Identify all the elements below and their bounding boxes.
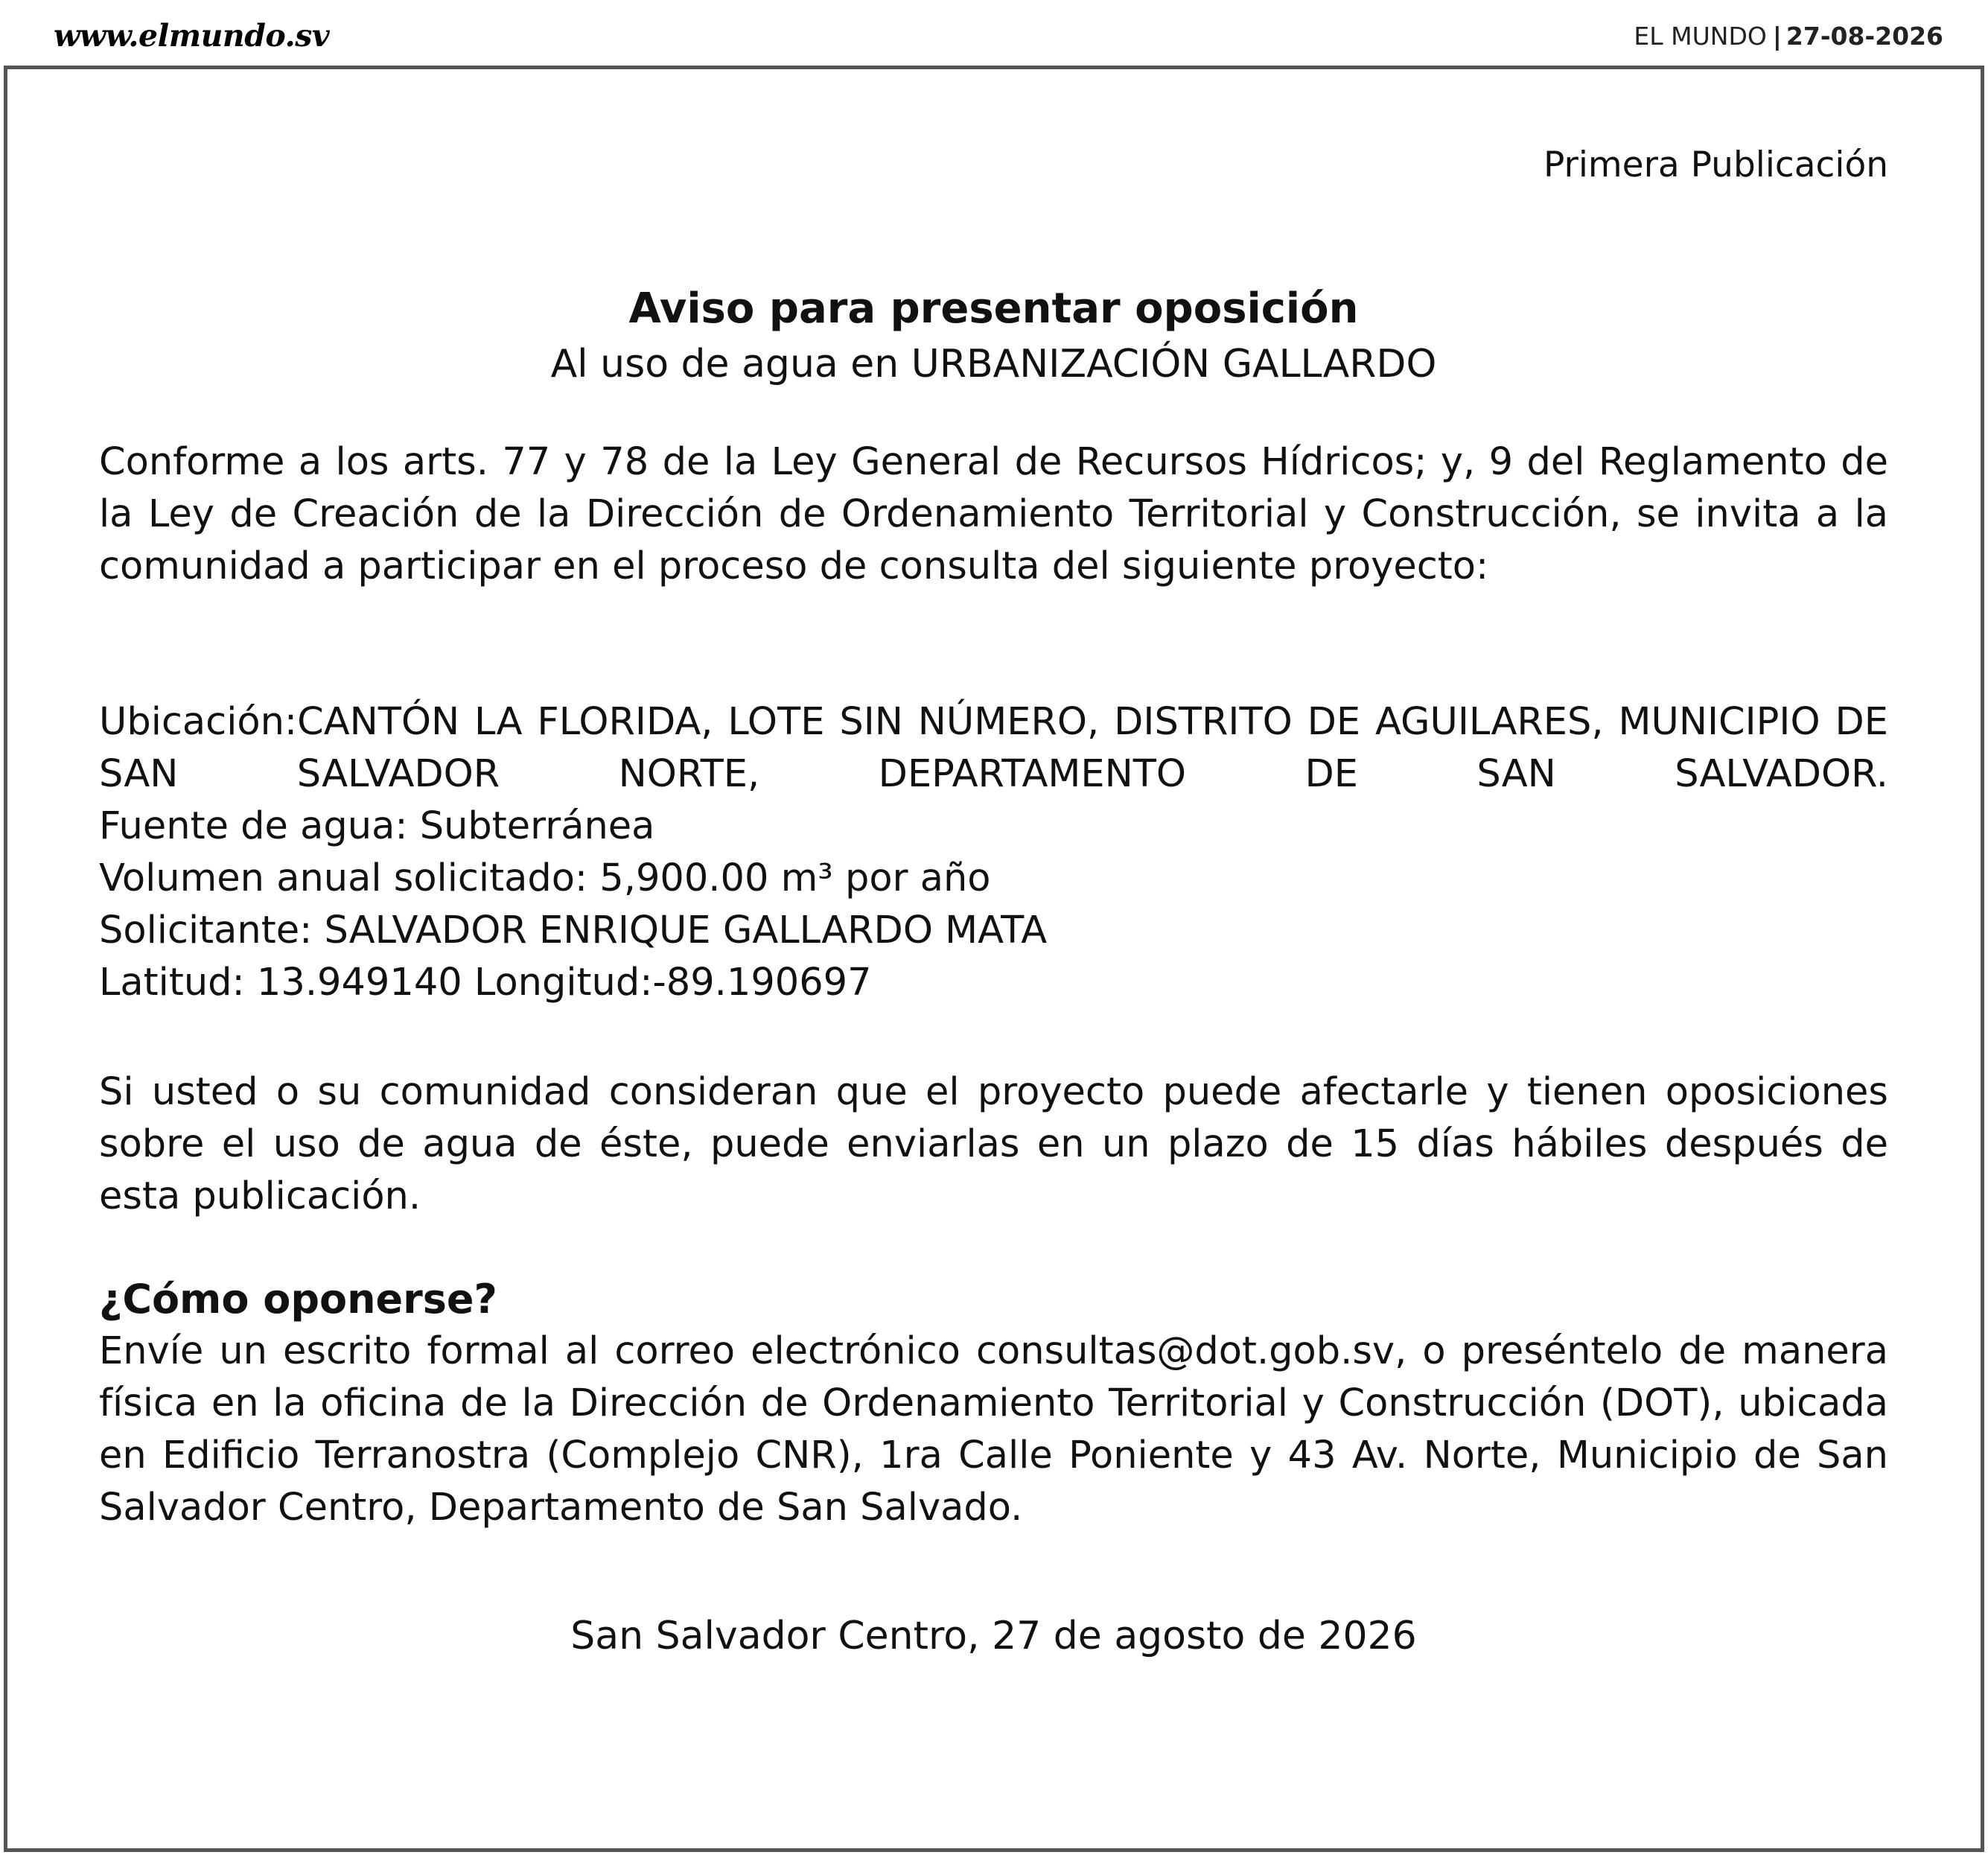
howto-heading: ¿Cómo oponerse? <box>99 1276 497 1323</box>
closing-place-date: San Salvador Centro, 27 de agosto de 2026 <box>570 1614 1417 1658</box>
intro-paragraph: Conforme a los arts. 77 y 78 de la Ley General de Recursos Hídricos; y, 9 del Reglamento de la Ley de Creación de la Dirección de Ordenamiento Territorial y Construcción, se invita a la comunidad a participar en el proceso de consulta del siguiente proyecto: <box>99 440 1888 588</box>
title-block <box>99 281 1888 392</box>
paper-name: EL MUNDO <box>1634 22 1767 51</box>
paper-date: 27-08-2026 <box>1785 22 1943 51</box>
separator: | <box>1772 22 1782 51</box>
publication-tag: Primera Publicación <box>1543 144 1888 185</box>
howto-paragraph: Envíe un escrito formal al correo electrónico consultas@dot.gob.sv, o preséntelo de manera física en la oficina de la Dirección de Ordenamiento Territorial y Construcción (DOT), ubicada en Edificio Terranostra (Complejo CNR), 1ra Calle Poniente y 43 Av. Norte, Municipio de San Salvador Centro, Departamento de San Salvado. <box>99 1329 1888 1530</box>
project-water-source: Fuente de agua: Subterránea <box>99 804 655 848</box>
project-details <box>99 696 1888 1009</box>
paper-info <box>1634 18 1943 55</box>
notice-title: Aviso para presentar oposición <box>628 284 1359 333</box>
masthead <box>0 0 1988 64</box>
project-annual-volume: Volumen anual solicitado: 5,900.00 m³ por año <box>99 856 991 900</box>
howto-section <box>99 1273 1888 1534</box>
project-location: Ubicación:CANTÓN LA FLORIDA, LOTE SIN NÚMERO, DISTRITO DE AGUILARES, MUNICIPIO DE SAN SALVADOR NORTE, DEPARTAMENTO DE SAN SALVADOR. <box>99 700 1888 796</box>
opposition-paragraph: Si usted o su comunidad consideran que el proyecto puede afectarle y tienen oposiciones sobre el uso de agua de éste, puede enviarlas en un plazo de 15 días hábiles después de esta publicación. <box>99 1070 1888 1218</box>
site-url[interactable]: www.elmundo.sv <box>54 18 330 54</box>
project-coordinates: Latitud: 13.949140 Longitud:-89.190697 <box>99 961 872 1005</box>
project-applicant: Solicitante: SALVADOR ENRIQUE GALLARDO MATA <box>99 909 1048 952</box>
notice-subtitle: Al uso de agua en URBANIZACIÓN GALLARDO <box>550 342 1437 386</box>
